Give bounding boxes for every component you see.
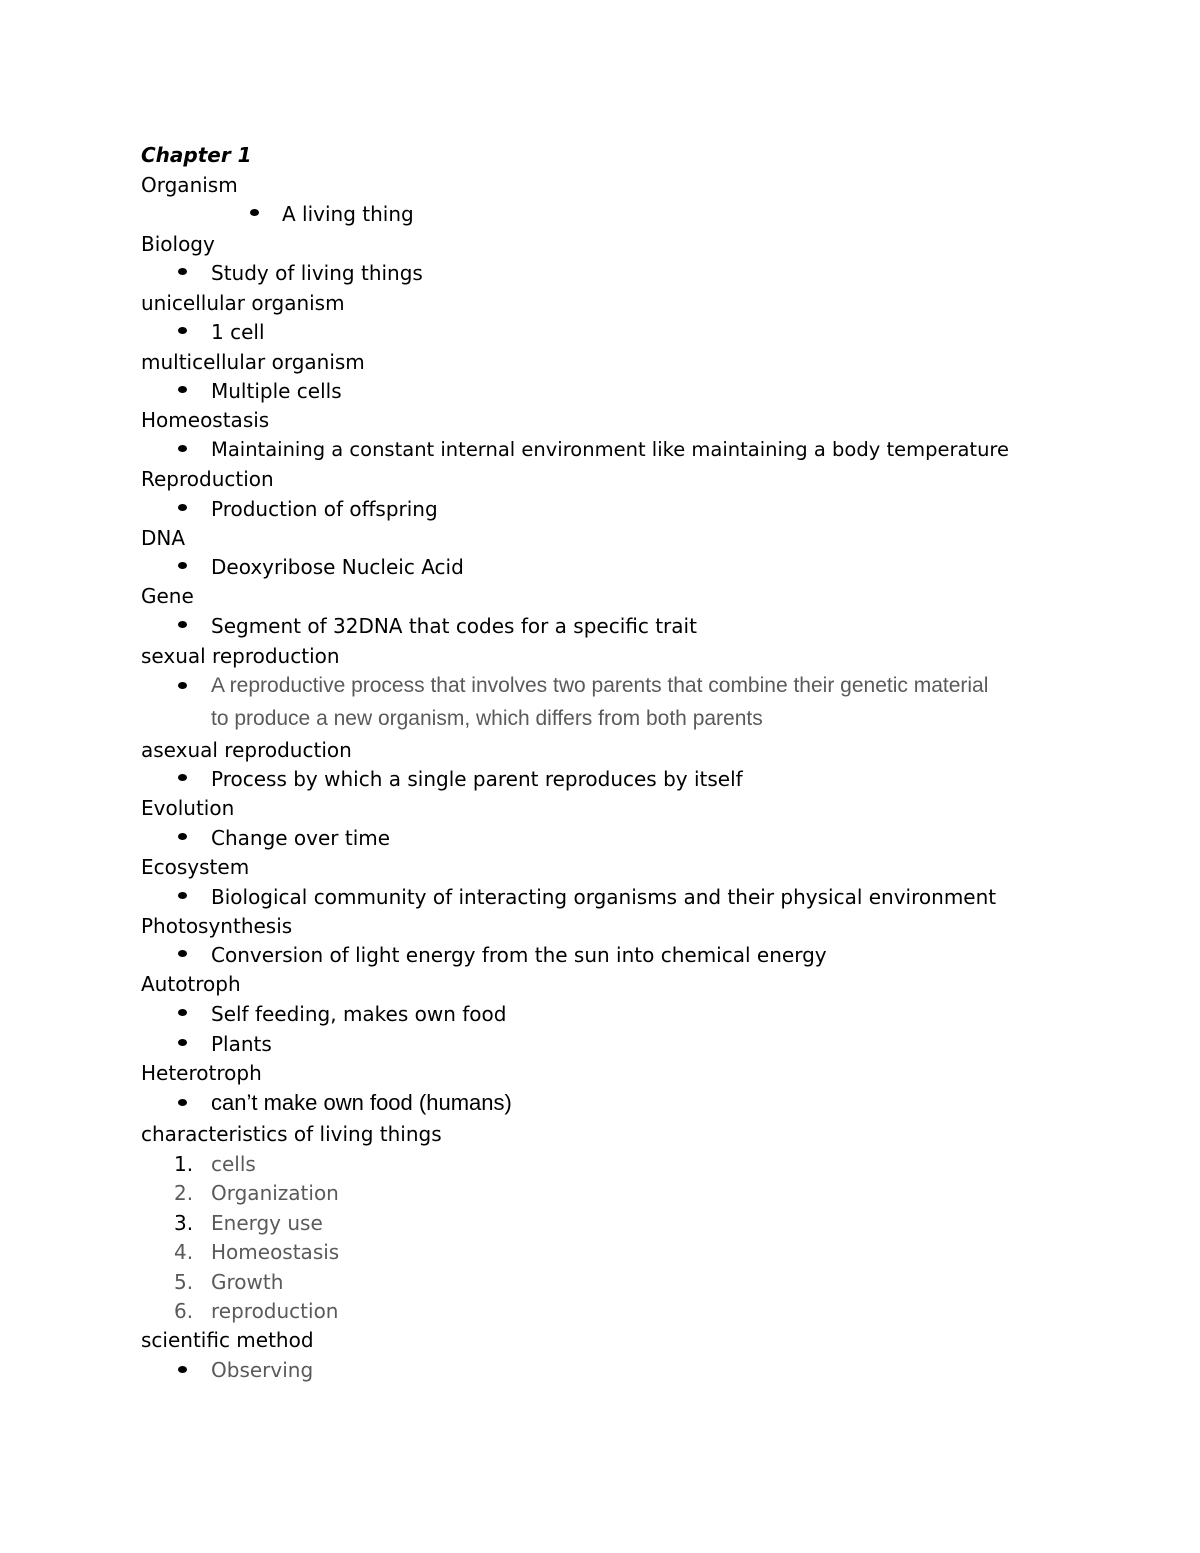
- bullet-icon: [178, 682, 187, 689]
- bullet-icon: [178, 1366, 187, 1373]
- definition-ecosystem: Biological community of interacting organisms and their physical environment: [211, 885, 997, 909]
- bullet-icon: [178, 1099, 187, 1106]
- term-ecosystem: Ecosystem: [141, 855, 250, 879]
- bullet-icon: [250, 209, 259, 216]
- definition-dna: Deoxyribose Nucleic Acid: [211, 555, 464, 579]
- characteristic-item: Energy use: [211, 1211, 323, 1235]
- bullet-icon: [178, 445, 187, 452]
- characteristic-item: reproduction: [211, 1299, 339, 1323]
- bullet-icon: [178, 892, 187, 899]
- characteristic-item: Growth: [211, 1270, 284, 1294]
- term-asexual-reproduction: asexual reproduction: [141, 738, 352, 762]
- characteristic-item: Homeostasis: [211, 1240, 340, 1264]
- bullet-icon: [178, 562, 187, 569]
- characteristic-item: Organization: [211, 1181, 339, 1205]
- term-evolution: Evolution: [141, 796, 235, 820]
- characteristic-item: cells: [211, 1152, 256, 1176]
- definition-evolution: Change over time: [211, 826, 391, 850]
- term-characteristics: characteristics of living things: [141, 1122, 442, 1146]
- term-biology: Biology: [141, 232, 215, 256]
- definition-scientific-method: Observing: [211, 1358, 314, 1382]
- list-number: 1.: [174, 1152, 194, 1176]
- definition-asexual-reproduction: Process by which a single parent reproduces by itself: [211, 767, 743, 791]
- term-photosynthesis: Photosynthesis: [141, 914, 293, 938]
- bullet-icon: [178, 386, 187, 393]
- definition-heterotroph: can’t make own food (humans): [211, 1090, 512, 1115]
- definition-photosynthesis: Conversion of light energy from the sun into chemical energy: [211, 943, 827, 967]
- definition-multicellular-organism: Multiple cells: [211, 379, 342, 403]
- bullet-icon: [178, 268, 187, 275]
- term-gene: Gene: [141, 584, 194, 608]
- term-reproduction: Reproduction: [141, 467, 274, 491]
- list-number: 3.: [174, 1211, 194, 1235]
- bullet-icon: [178, 504, 187, 511]
- definition-reproduction: Production of offspring: [211, 497, 438, 521]
- bullet-icon: [178, 1009, 187, 1016]
- definition-gene: Segment of 32DNA that codes for a specific trait: [211, 614, 697, 638]
- list-number: 2.: [174, 1181, 194, 1205]
- definition-autotroph-2: Plants: [211, 1032, 272, 1056]
- definition-homeostasis: Maintaining a constant internal environment like maintaining a body temperature: [211, 438, 1010, 461]
- term-organism: Organism: [141, 173, 238, 197]
- definition-autotroph-1: Self feeding, makes own food: [211, 1002, 507, 1026]
- term-dna: DNA: [141, 526, 186, 550]
- term-sexual-reproduction: sexual reproduction: [141, 644, 340, 668]
- definition-organism: A living thing: [282, 202, 414, 226]
- bullet-icon: [178, 950, 187, 957]
- term-heterotroph: Heterotroph: [141, 1061, 262, 1085]
- list-number: 4.: [174, 1240, 194, 1264]
- term-unicellular-organism: unicellular organism: [141, 291, 345, 315]
- term-homeostasis: Homeostasis: [141, 408, 270, 432]
- definition-sexual-reproduction: A reproductive process that involves two parents that combine their genetic material to produce a new organism, which differs from both parents: [211, 674, 989, 730]
- list-number: 6.: [174, 1299, 194, 1323]
- term-multicellular-organism: multicellular organism: [141, 350, 365, 374]
- definition-unicellular-organism: 1 cell: [211, 320, 265, 344]
- definition-biology: Study of living things: [211, 261, 423, 285]
- chapter-title: Chapter 1: [141, 143, 252, 167]
- bullet-icon: [178, 1039, 187, 1046]
- term-autotroph: Autotroph: [141, 972, 241, 996]
- term-scientific-method: scientific method: [141, 1328, 314, 1352]
- bullet-icon: [178, 327, 187, 334]
- list-number: 5.: [174, 1270, 194, 1294]
- bullet-icon: [178, 774, 187, 781]
- bullet-icon: [178, 621, 187, 628]
- bullet-icon: [178, 833, 187, 840]
